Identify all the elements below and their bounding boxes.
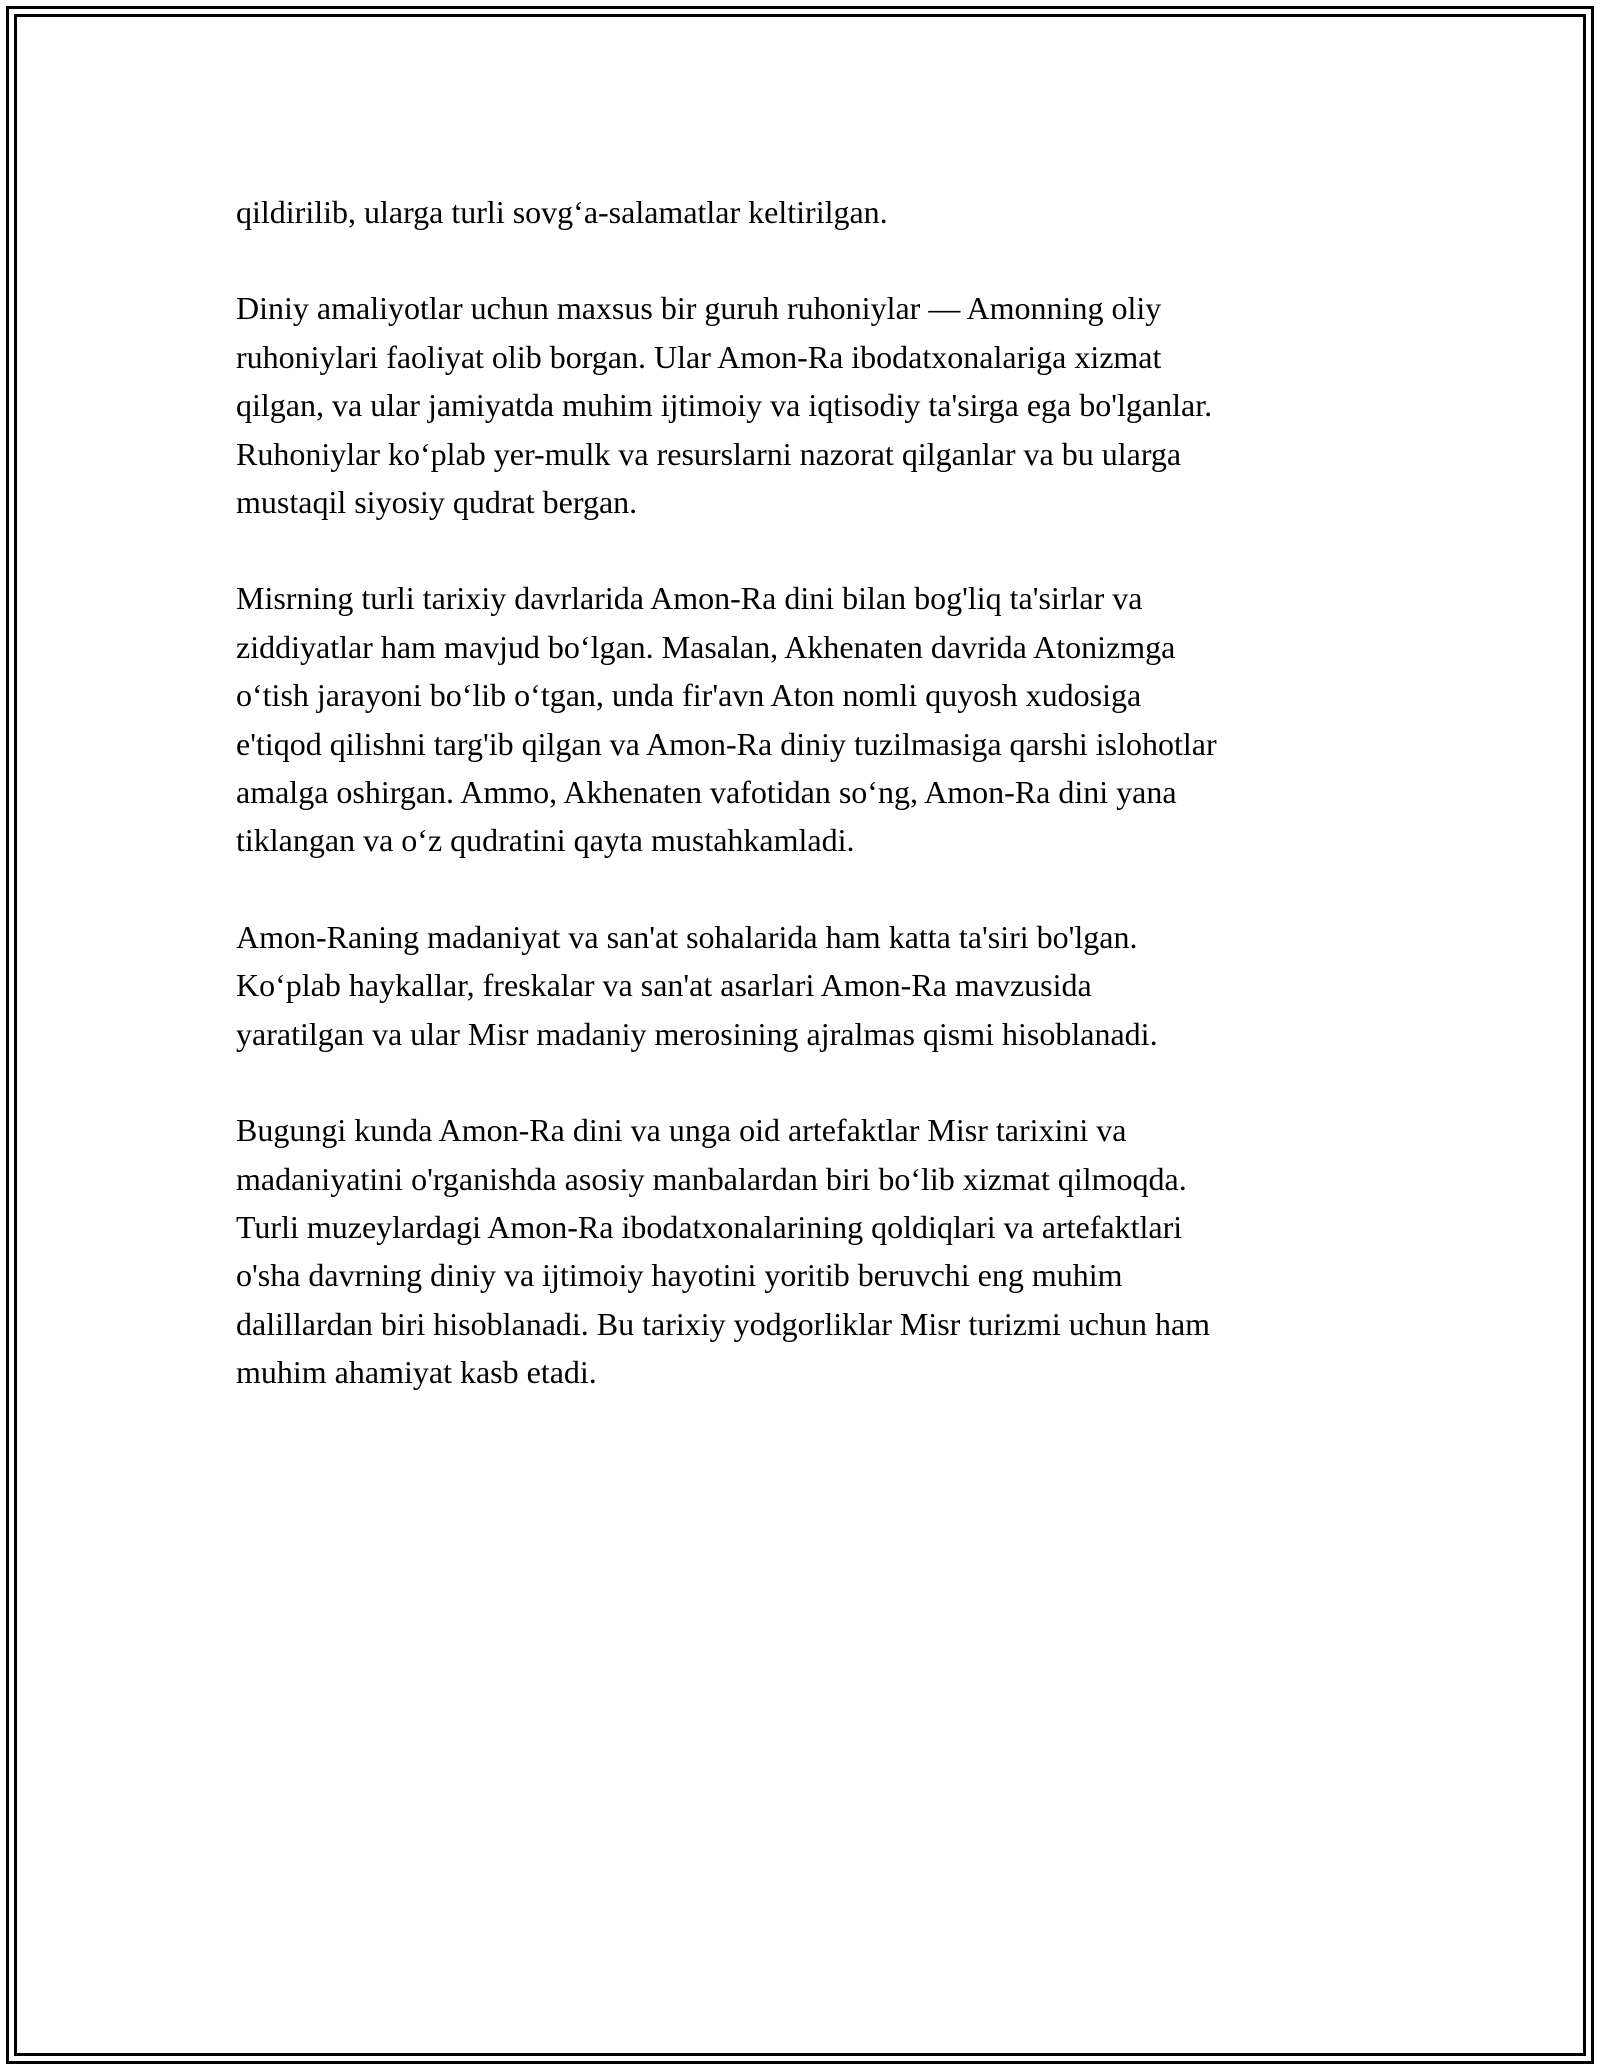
paragraph-historical-conflicts: Misrning turli tarixiy davrlarida Amon-Ra dini bilan bog'liq ta'sirlar va ziddiyatlar ham mavjud bo‘lgan. Masalan, Akhenaten davrida Atonizmga o‘tish jarayoni bo‘lib o‘tgan, unda fir'avn Aton nomli quyosh xudosiga e'tiqod qilishni targ'ib qilgan va Amon-Ra diniy tuzilmasiga qarshi islohotlar amalga oshirgan. Ammo, Akhenaten vafotidan so‘ng, Amon-Ra dini yana tiklangan va o‘z qudratini qayta mustahkamladi. — [236, 580, 1217, 859]
paragraph-culture-art: Amon-Raning madaniyat va san'at sohalarida ham katta ta'siri bo'lgan. Ko‘plab haykallar, freskalar va san'at asarlari Amon-Ra mavzusida yaratilgan va ular Misr madaniy merosining ajralmas qismi hisoblanadi. — [236, 918, 1158, 1052]
paragraph-today: Bugungi kunda Amon-Ra dini va unga oid artefaktlar Misr tarixini va madaniyatini o'rganishda asosiy manbalardan biri bo‘lib xizmat qilmoqda. Turli muzeylardagi Amon-Ra ibodatxonalarining qoldiqlari va artefaktlari o'sha davrning diniy va ijtimoiy hayotini yoritib beruvchi eng muhim dalillardan biri hisoblanadi. Bu tarixiy yodgorliklar Misr turizmi uchun ham muhim ahamiyat kasb etadi. — [236, 1112, 1211, 1391]
document-body — [236, 188, 1396, 1445]
paragraph-continuation: qildirilib, ularga turli sovg‘a-salamatlar keltirilgan. — [236, 194, 888, 230]
paragraph-priests: Diniy amaliyotlar uchun maxsus bir guruh ruhoniylar — Amonning oliy ruhoniylari faoliyat olib borgan. Ular Amon-Ra ibodatxonalariga xizmat qilgan, va ular jamiyatda muhim ijtimoiy va iqtisodiy ta'sirga ega bo'lganlar. Ruhoniylar ko‘plab yer-mulk va resurslarni nazorat qilganlar va bu ularga mustaqil siyosiy qudrat bergan. — [236, 290, 1213, 521]
